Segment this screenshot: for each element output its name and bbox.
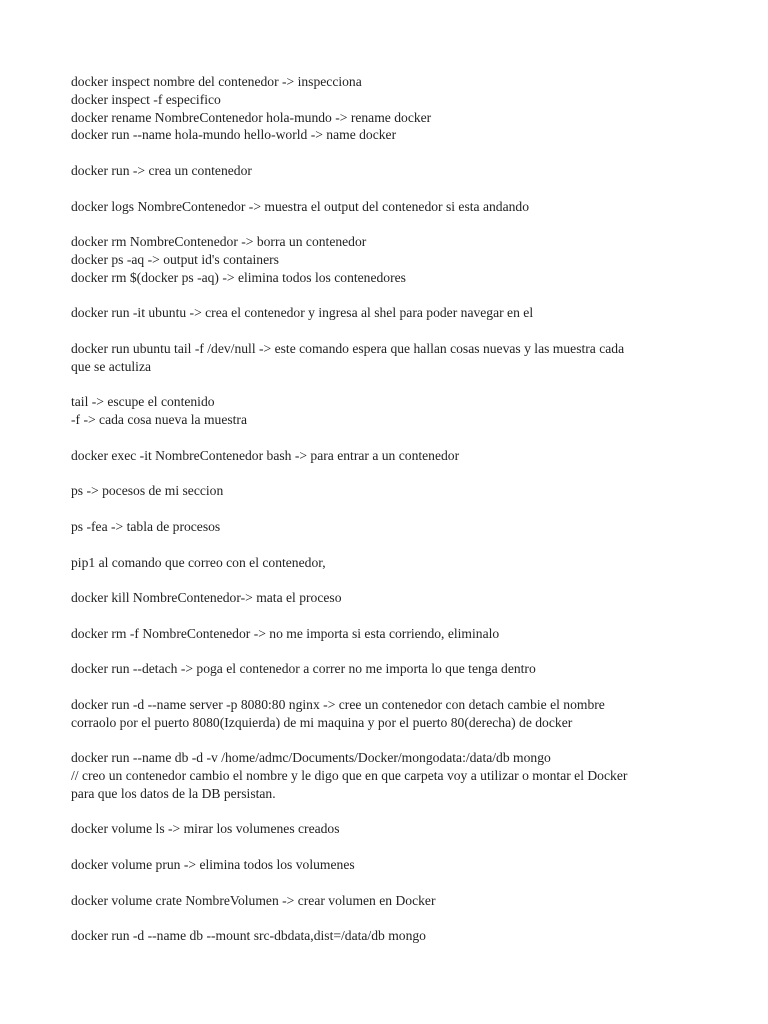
text-line: ps -fea -> tabla de procesos [71, 518, 221, 534]
text-line: docker run -it ubuntu -> crea el contenedor y ingresa al shel para poder navegar en el [71, 305, 534, 321]
document-paragraph [71, 554, 701, 572]
text-line: docker run --name hola-mundo hello-world -> name docker [71, 127, 397, 143]
document-paragraph [71, 856, 701, 874]
text-line: docker run -d --name server -p 8080:80 nginx -> cree un contenedor con detach cambie el nombre [71, 696, 605, 712]
text-line: // creo un contenedor cambio el nombre y le digo que en que carpeta voy a utilizar o montar el Docker [71, 768, 628, 784]
text-line: docker exec -it NombreContenedor bash -> para entrar a un contenedor [71, 447, 460, 463]
text-line: docker rm NombreContenedor -> borra un contenedor [71, 234, 367, 250]
text-line: docker rm -f NombreContenedor -> no me importa si esta corriendo, eliminalo [71, 625, 500, 641]
text-line: docker volume crate NombreVolumen -> crear volumen en Docker [71, 892, 436, 908]
document-paragraph [71, 749, 701, 802]
text-line: docker ps -aq -> output id's containers [71, 251, 279, 267]
document-paragraph [71, 482, 701, 500]
text-line: ps -> pocesos de mi seccion [71, 483, 224, 499]
document-paragraph [71, 233, 701, 286]
text-line: docker inspect nombre del contenedor -> inspecciona [71, 74, 362, 89]
document-paragraph [71, 927, 701, 945]
document-paragraph [71, 892, 701, 910]
document-paragraph [71, 340, 701, 376]
document-paragraph [71, 162, 701, 180]
text-line: docker run --detach -> poga el contenedor a correr no me importa lo que tenga dentro [71, 661, 536, 677]
document-paragraph [71, 696, 701, 732]
document-paragraph [71, 304, 701, 322]
text-line: que se actuliza [71, 358, 152, 374]
text-line: pip1 al comando que correo con el contenedor, [71, 554, 326, 570]
text-line: docker kill NombreContenedor-> mata el proceso [71, 590, 342, 606]
document-body [71, 73, 701, 963]
text-line: corraolo por el puerto 8080(Izquierda) de mi maquina y por el puerto 80(derecha) de docker [71, 714, 573, 730]
text-line: docker rm $(docker ps -aq) -> elimina todos los contenedores [71, 269, 406, 285]
document-paragraph [71, 393, 701, 429]
document-paragraph [71, 447, 701, 465]
text-line: docker run --name db -d -v /home/admc/Documents/Docker/mongodata:/data/db mongo [71, 750, 551, 766]
document-paragraph [71, 589, 701, 607]
text-line: docker rename NombreContenedor hola-mundo -> rename docker [71, 109, 432, 125]
text-line: docker volume ls -> mirar los volumenes creados [71, 821, 340, 837]
document-paragraph [71, 625, 701, 643]
text-line: docker run ubuntu tail -f /dev/null -> este comando espera que hallan cosas nuevas y las muestra cada [71, 340, 625, 356]
text-line: tail -> escupe el contenido [71, 394, 215, 410]
text-line: docker run -> crea un contenedor [71, 162, 252, 178]
text-line: docker volume prun -> elimina todos los volumenes [71, 857, 355, 873]
document-paragraph [71, 820, 701, 838]
document-paragraph [71, 198, 701, 216]
text-line: docker logs NombreContenedor -> muestra el output del contenedor si esta andando [71, 198, 530, 214]
document-paragraph [71, 660, 701, 678]
document-paragraph [71, 73, 701, 144]
document-paragraph [71, 518, 701, 536]
text-line: para que los datos de la DB persistan. [71, 785, 276, 801]
text-line: docker inspect -f especifico [71, 91, 221, 107]
text-line: docker run -d --name db --mount src-dbdata,dist=/data/db mongo [71, 928, 426, 944]
text-line: -f -> cada cosa nueva la muestra [71, 412, 247, 428]
